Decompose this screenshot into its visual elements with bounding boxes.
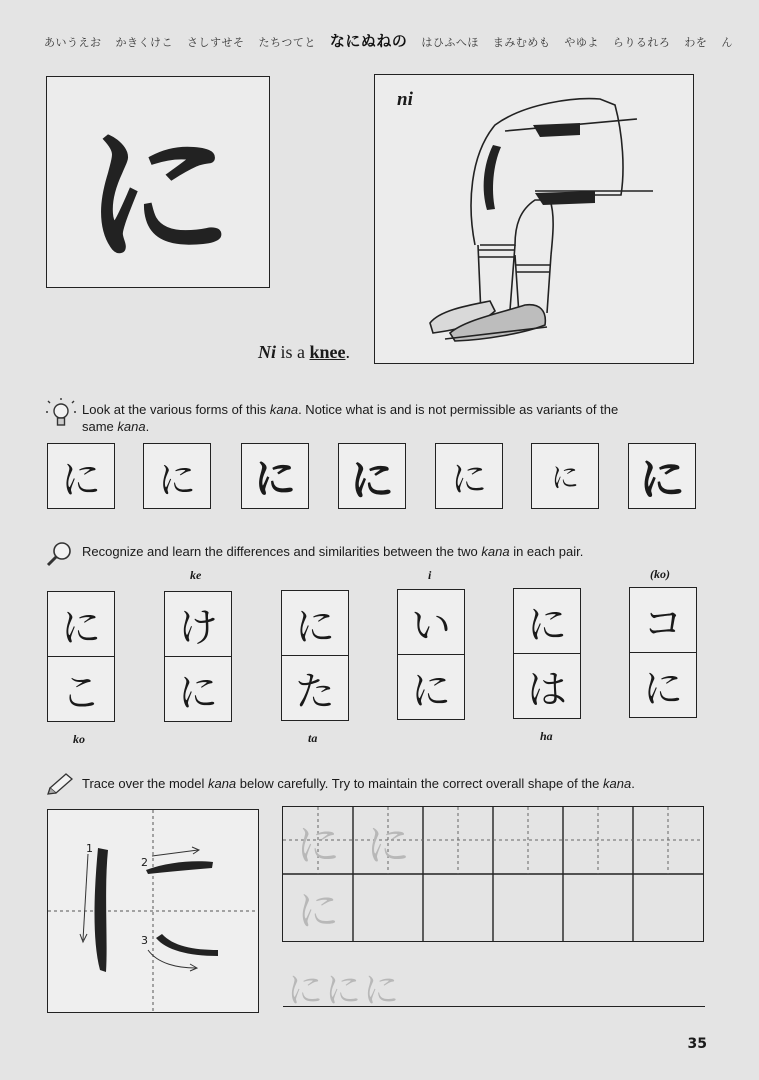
kana-pair: [513, 588, 581, 719]
stroke-order-box: [47, 809, 259, 1013]
pair-kana-top: に: [282, 591, 348, 656]
practice-grid: [282, 806, 704, 942]
pair-label-top: ke: [190, 568, 202, 582]
header-group: やゆよ: [564, 36, 599, 49]
pair-kana-bottom: に: [411, 667, 451, 714]
stroke-number: 1: [86, 842, 93, 855]
trace-line-text: ににに: [287, 970, 402, 1011]
pair-kana-bottom: た: [295, 668, 335, 715]
header-group-active: なにぬねの: [329, 32, 408, 50]
header-group: はひふへほ: [421, 36, 479, 49]
caption-text: is a: [276, 342, 310, 362]
main-kana-box: [46, 76, 270, 288]
variant-box: に: [435, 443, 503, 509]
caption-romaji: Ni: [258, 342, 276, 362]
knee-illustration: [375, 75, 693, 363]
variant-box: に: [531, 443, 599, 509]
stroke-number: 3: [141, 934, 148, 947]
header-group: たちつてと: [258, 36, 316, 49]
pair-kana-bottom: に: [178, 669, 218, 716]
kana-pair: [281, 590, 349, 721]
variant-box: に: [241, 443, 309, 509]
caption-end: .: [345, 342, 350, 362]
header-group: あいうえお: [44, 36, 102, 49]
header-group: まみむめも: [492, 36, 551, 49]
variant-box: に: [338, 443, 406, 509]
pair-kana-top: け: [165, 592, 231, 657]
pair-label-top: (ko): [650, 567, 670, 581]
pair-label-bottom: ha: [540, 729, 553, 743]
pair-label-bottom: ko: [73, 732, 85, 746]
magnifier-icon: [46, 540, 74, 568]
header-group: ん: [721, 36, 733, 49]
section3-instruction: Trace over the model kana below carefully. Try to maintain the correct overall shape of the kana.: [82, 776, 635, 791]
pair-label-bottom: ta: [308, 731, 318, 745]
trace-kana: に: [296, 885, 339, 935]
section2-instruction: Recognize and learn the differences and similarities between the two kana in each pair.: [82, 544, 584, 559]
header-group: わを: [684, 36, 708, 49]
variant-box: に: [47, 443, 115, 509]
header-group: かきくけこ: [115, 36, 173, 49]
header-group: らりるれろ: [612, 36, 671, 49]
variant-box: に: [143, 443, 211, 509]
variant-box: に: [628, 443, 696, 509]
stroke-order-diagram: [48, 810, 258, 1012]
trace-kana: に: [296, 819, 340, 871]
header-group: さしすせそ: [187, 36, 245, 49]
page-number: 35: [687, 1036, 707, 1052]
pair-kana-bottom: に: [643, 665, 683, 712]
pair-kana-top: い: [398, 590, 464, 655]
section1-instruction: Look at the various forms of this kana. Notice what is and is not permissible as variants of the same kana.: [82, 402, 619, 434]
pair-kana-top: コ: [630, 588, 696, 653]
pair-kana-top: に: [48, 592, 114, 657]
stroke-number: 2: [141, 856, 148, 869]
writing-baseline: [283, 1006, 705, 1007]
mnemonic-caption: [258, 342, 350, 363]
mnemonic-picture: [374, 74, 694, 364]
kana-pair: [629, 587, 697, 718]
pair-label-top: i: [428, 568, 432, 582]
mnemonic-romaji: ni: [397, 89, 413, 110]
pair-kana-bottom: は: [527, 666, 567, 713]
kana-pair: [47, 591, 115, 722]
caption-keyword: knee: [309, 342, 346, 362]
trace-kana: に: [366, 819, 410, 871]
lightbulb-icon: [46, 398, 76, 430]
kana-pair: [397, 589, 465, 720]
pair-kana-bottom: こ: [61, 669, 101, 716]
pencil-icon: [46, 770, 76, 796]
pair-kana-top: に: [514, 589, 580, 654]
main-kana: に: [82, 107, 233, 283]
syllabary-header: [44, 30, 733, 51]
kana-pair: [164, 591, 232, 722]
